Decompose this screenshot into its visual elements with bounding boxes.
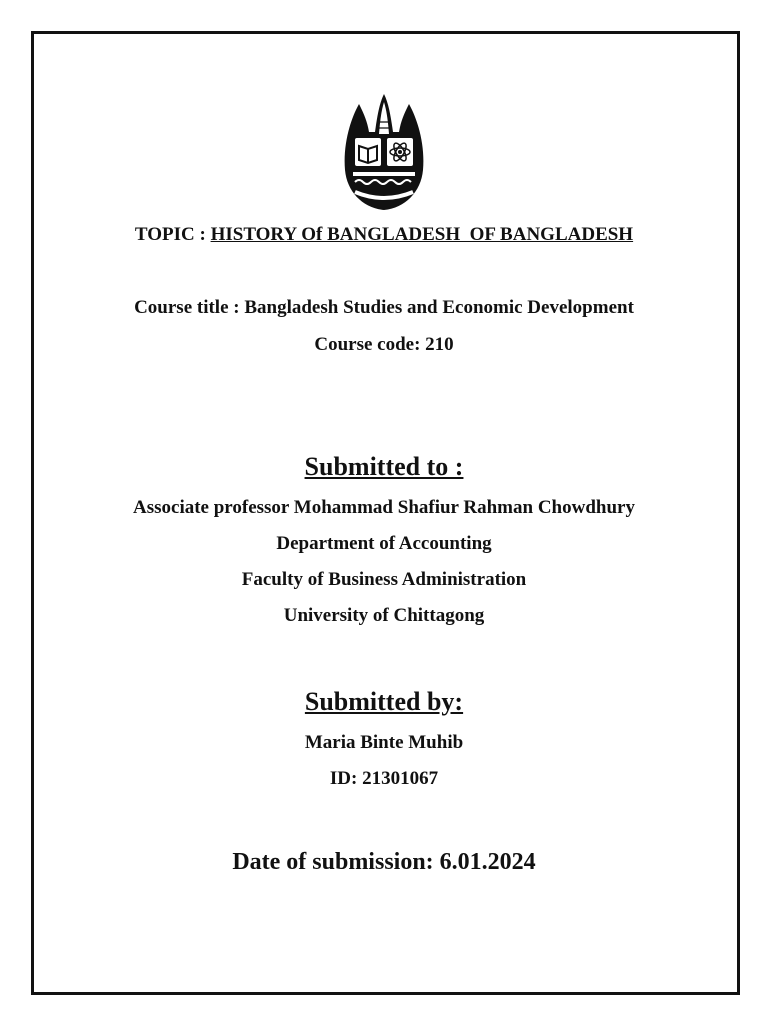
submission-date: Date of submission: 6.01.2024: [232, 849, 536, 875]
university-crest-icon: [341, 92, 427, 212]
topic-label: TOPIC :: [134, 224, 206, 245]
topic-title: HISTORY Of BANGLADESH OF BANGLADESH: [210, 224, 634, 245]
university-name: University of Chittagong: [283, 605, 485, 626]
course-title: Course title : Bangladesh Studies and Economic Development: [134, 297, 634, 318]
supervisor-name: Associate professor Mohammad Shafiur Rahman Chowdhury: [133, 497, 635, 518]
department-name: Department of Accounting: [276, 533, 492, 554]
faculty-name: Faculty of Business Administration: [241, 569, 527, 590]
submitted-by-heading: Submitted by:: [304, 687, 464, 716]
topic-line: [0, 224, 768, 246]
student-name: Maria Binte Muhib: [304, 732, 464, 753]
student-id: ID: 21301067: [329, 768, 439, 789]
submitted-to-heading: Submitted to :: [304, 452, 464, 481]
course-code: Course code: 210: [314, 334, 454, 355]
